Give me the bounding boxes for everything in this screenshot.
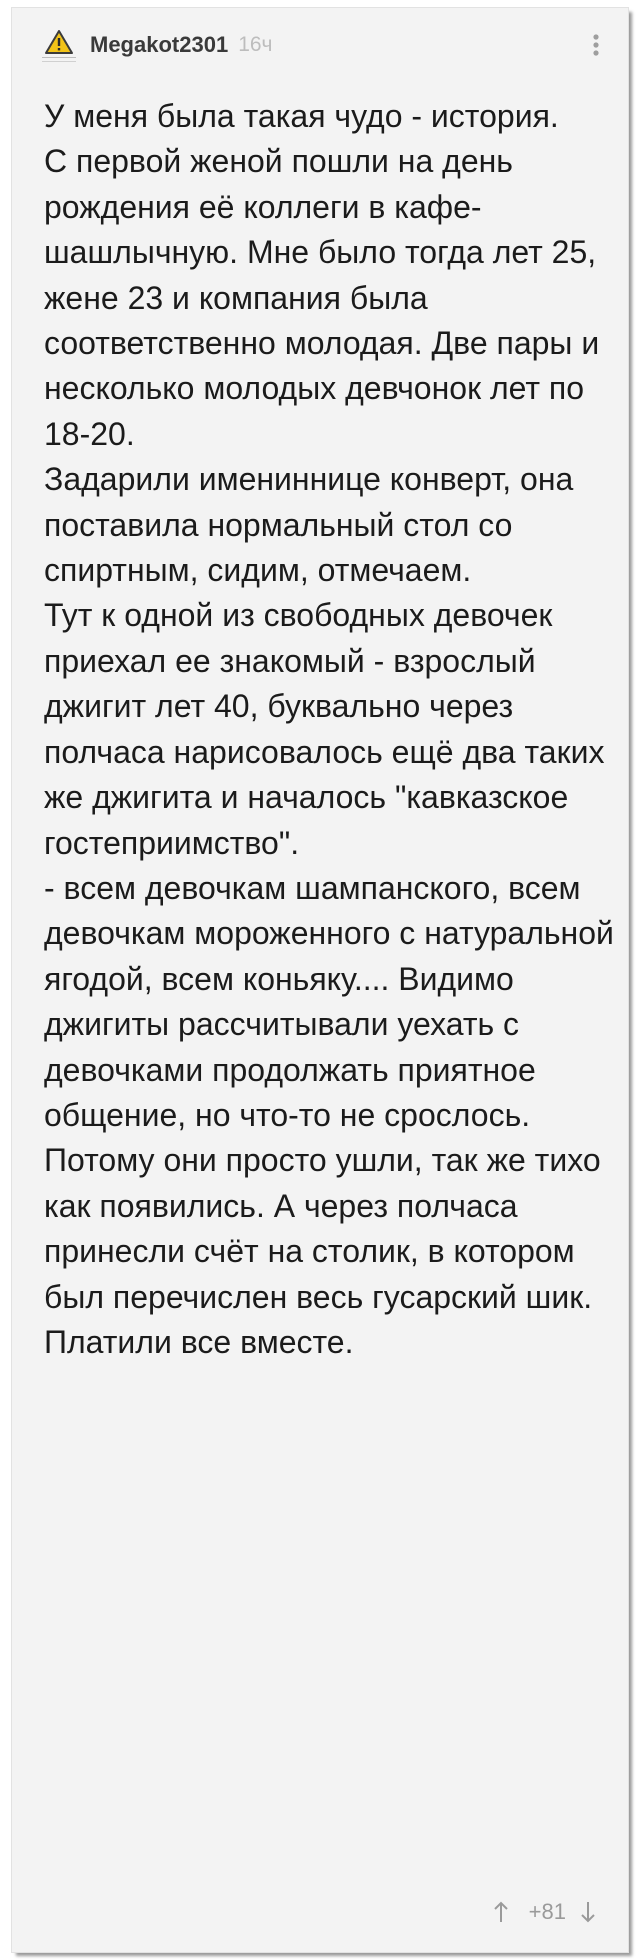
vertical-dots-icon[interactable] <box>584 25 608 65</box>
arrow-down-icon[interactable] <box>580 1898 600 1926</box>
comment-text: У меня была такая чудо - история. С первой женой пошли на день рождения её коллеги в кафе-шашлычную. Мне было тогда лет 25, жене 23 и компания была соответственно молодая. Две пары и несколько молодых девчонок лет по 18-20. Задарили имениннице конверт, она поставила нормальный стол со спиртным, сидим, отмечаем. Тут к одной из свободных девочек приехал ее знакомый - взрослый джигит лет 40, буквально через полчаса нарисовалось ещё два таких же джигита и началось "кавказское гостеприимство". - всем девочкам шампанского, всем девочкам мороженного с натуральной ягодой, всем коньяку.... Видимо джигиты рассчитывали уехать с девочками продолжать приятное общение, но что-то не срослось. Потому они просто ушли, так же тихо как появились. А через полчаса принесли счёт на столик, в котором был перечислен весь гусарский шик. Платили все вместе. <box>44 98 614 1360</box>
comment-card <box>12 8 628 1952</box>
author-name[interactable]: Megakot2301 <box>90 32 229 57</box>
arrow-up-icon[interactable] <box>493 1898 513 1926</box>
rating-score: +81 <box>528 1899 566 1924</box>
comment-time: 16ч <box>238 33 273 56</box>
avatar-caption-lines <box>42 57 76 62</box>
rating-controls <box>493 1898 600 1926</box>
warning-triangle-icon <box>44 29 74 55</box>
comment-header <box>40 20 608 70</box>
avatar[interactable] <box>40 26 78 64</box>
